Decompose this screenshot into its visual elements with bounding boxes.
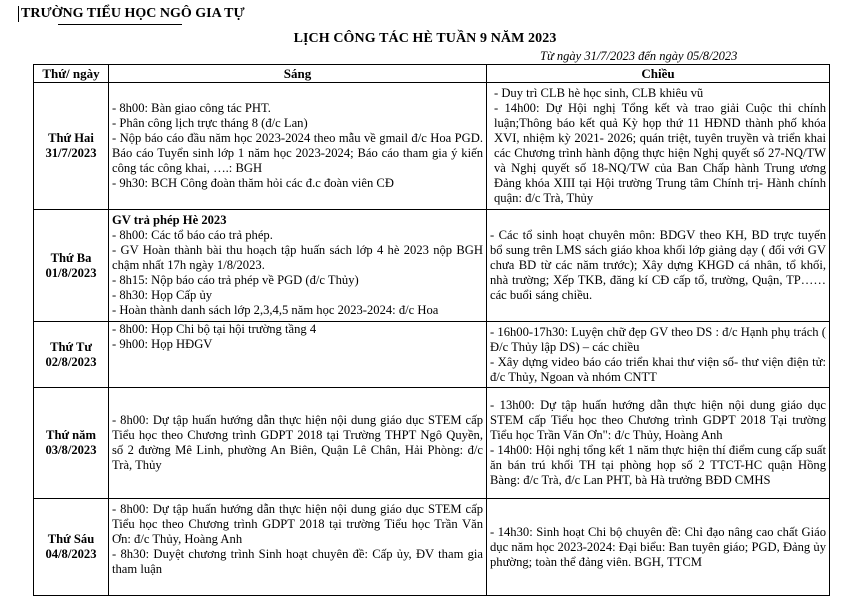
morning-item: - 8h30: Họp Cấp ủy [112,288,213,302]
morning-item: - Nộp báo cáo đầu năm học 2023-2024 theo mẫu về gmail đ/c Hoa PGD. Báo cáo Tuyển sinh lớp 1 năm học 2023-2024; Báo cáo tham gia ý kiến công tác công khai, ….: BGH [112,131,483,175]
afternoon-cell [487,210,830,322]
afternoon-item: - 16h00-17h30: Luyện chữ đẹp GV theo DS : đ/c Hạnh phụ trách ( Đ/c Thủy lập DS) – các chiều [490,324,826,354]
afternoon-item: - 13h00: Dự tập huấn hướng dẫn thực hiện nội dung giáo dục STEM cấp Tiểu học theo Chương trình GDPT 2018 Tại trường Tiểu học Trần Văn Ơn": đ/c Thủy, Hoàng Anh [490,398,826,442]
school-name: TRƯỜNG TIỂU HỌC NGÔ GIA TỰ [18,6,245,22]
morning-cell [109,388,487,499]
afternoon-item: - Duy trì CLB hè học sinh, CLB khiêu vũ [494,86,704,100]
day-cell [34,499,109,596]
afternoon-cell [487,388,830,499]
day-name: Thứ Ba [50,250,92,265]
day-date: 01/8/2023 [45,265,97,280]
morning-item: - 8h00: Bàn giao công tác PHT. [112,101,271,115]
table-row [34,210,830,322]
morning-item: - GV Hoàn thành bài thu hoạch tập huấn sách lớp 4 hè 2023 nộp BGH chậm nhất 17h ngày 1/8/2023. [112,243,483,272]
day-date: 02/8/2023 [45,354,97,369]
header-afternoon: Chiều [487,65,830,83]
day-name: Thứ năm [46,428,96,442]
morning-item: - Phân công lịch trực tháng 8 (đ/c Lan) [112,116,308,130]
morning-item: - 8h00: Các tổ báo cáo trả phép. [112,228,273,242]
morning-item: - 8h30: Duyệt chương trình Sinh hoạt chuyên đề: Cấp ủy, ĐV tham gia tham luận [112,547,483,576]
table-row [34,83,830,210]
day-name: Thứ Tư [50,339,92,354]
afternoon-cell [487,83,830,210]
morning-cell [109,210,487,322]
table-row [34,322,830,388]
day-name: Thứ Sáu [47,532,95,546]
day-cell [34,83,109,210]
morning-item: - 9h30: BCH Công đoàn thăm hỏi các đ.c đoàn viên CĐ [112,176,394,190]
morning-item: - 8h00: Họp Chi bộ tại hội trường tầng 4 [112,322,317,336]
morning-item: - 9h00: Họp HĐGV [112,337,213,351]
day-date: 31/7/2023 [45,146,97,160]
afternoon-item: - 14h00: Dự Hội nghị Tổng kết và trao giải Cuộc thi chính luận;Thông báo kết quả Kỳ họp thứ 11 HĐND thành phố khóa XVI, nhiệm kỳ 2021- 2026; quán triệt, tuyên truyền và triển khai các Chương trình hành động thực hiện Nghị quyết số 27-NQ/TW và Nghị quyết số 18-NQ/TW của Ban Chấp hành Trung ương Đảng khóa XIII tại Hội trường Trung tâm Chính trị- Hành chính quận: đ/c Trà, Thủy [494,101,826,205]
morning-cell [109,322,487,388]
afternoon-item: - 14h30: Sinh hoạt Chi bộ chuyên đề: Chỉ đạo nâng cao chất Giáo dục năm học 2023-2024: Đại biểu: Ban tuyên giáo; PGD, Đảng ủy phường; toàn thể đảng viên. BGH, TTCM [490,524,826,569]
day-cell [34,210,109,322]
morning-item: - 8h00: Dự tập huấn hướng dẫn thực hiện nội dung giáo dục STEM cấp Tiểu học theo Chương trình GDPT 2018 tại Trường THPT Ngô Quyền, số 2 đường Mê Linh, phường An Biên, Quận Lê Chân, Hải Phòng: đ/c Trà, Thủy [112,413,483,472]
day-date: 04/8/2023 [45,547,97,561]
table-row [34,388,830,499]
schedule-title: LỊCH CÔNG TÁC HÈ TUẦN 9 NĂM 2023 [293,31,557,46]
day-name: Thứ Hai [48,131,94,145]
afternoon-item: - Các tổ sinh hoạt chuyên môn: BDGV theo KH, BD trực tuyến bổ sung trên LMS sách giáo khoa khối lớp giảng dạy ( đối với GV chưa BD từ các năm trước); Xây dựng KHGD cá nhân, tổ khối, nhà trường; Xếp TKB, đăng kí CĐ cấp tổ, trường, Quận, TP…… các buổi sáng chiều. [490,228,826,302]
morning-heading: GV trả phép Hè 2023 [112,213,227,227]
afternoon-cell [487,499,830,596]
afternoon-cell [487,322,830,388]
table-header-row [34,65,830,83]
schedule-table [33,64,830,596]
morning-item: - 8h15: Nộp báo cáo trả phép về PGD (đ/c Thủy) [112,273,359,287]
day-cell [34,322,109,388]
morning-item: - 8h00: Dự tập huấn hướng dẫn thực hiện nội dung giáo dục STEM cấp Tiểu học theo Chương trình GDPT 2018 tại trường Tiểu học Trần Văn Ơn: đ/c Thủy, Hoàng Anh [112,502,483,546]
day-cell [34,388,109,499]
morning-cell [109,499,487,596]
day-date: 03/8/2023 [45,443,97,457]
table-row [34,499,830,596]
school-name-underline [58,24,182,25]
date-range: Từ ngày 31/7/2023 đến ngày 05/8/2023 [540,49,738,63]
morning-cell [109,83,487,210]
afternoon-item: - 14h00: Hội nghị tổng kết 1 năm thực hiện thí điểm cung cấp suất ăn bán trú khối TH tại phòng họp số 2 TTCT-HC quận Hồng Bàng: đ/c Trà, đ/c Lan PHT, bà Hà trưởng BĐD CMHS [490,443,826,487]
header-day: Thứ/ ngày [34,65,109,83]
afternoon-item: - Xây dựng video báo cáo triển khai thư viện số- thư viện điện tử: đ/c Thủy, Ngoan và nhóm CNTT [490,354,826,384]
header-morning: Sáng [109,65,487,83]
morning-item: - Hoàn thành danh sách lớp 2,3,4,5 năm học 2023-2024: đ/c Hoa [112,303,439,317]
